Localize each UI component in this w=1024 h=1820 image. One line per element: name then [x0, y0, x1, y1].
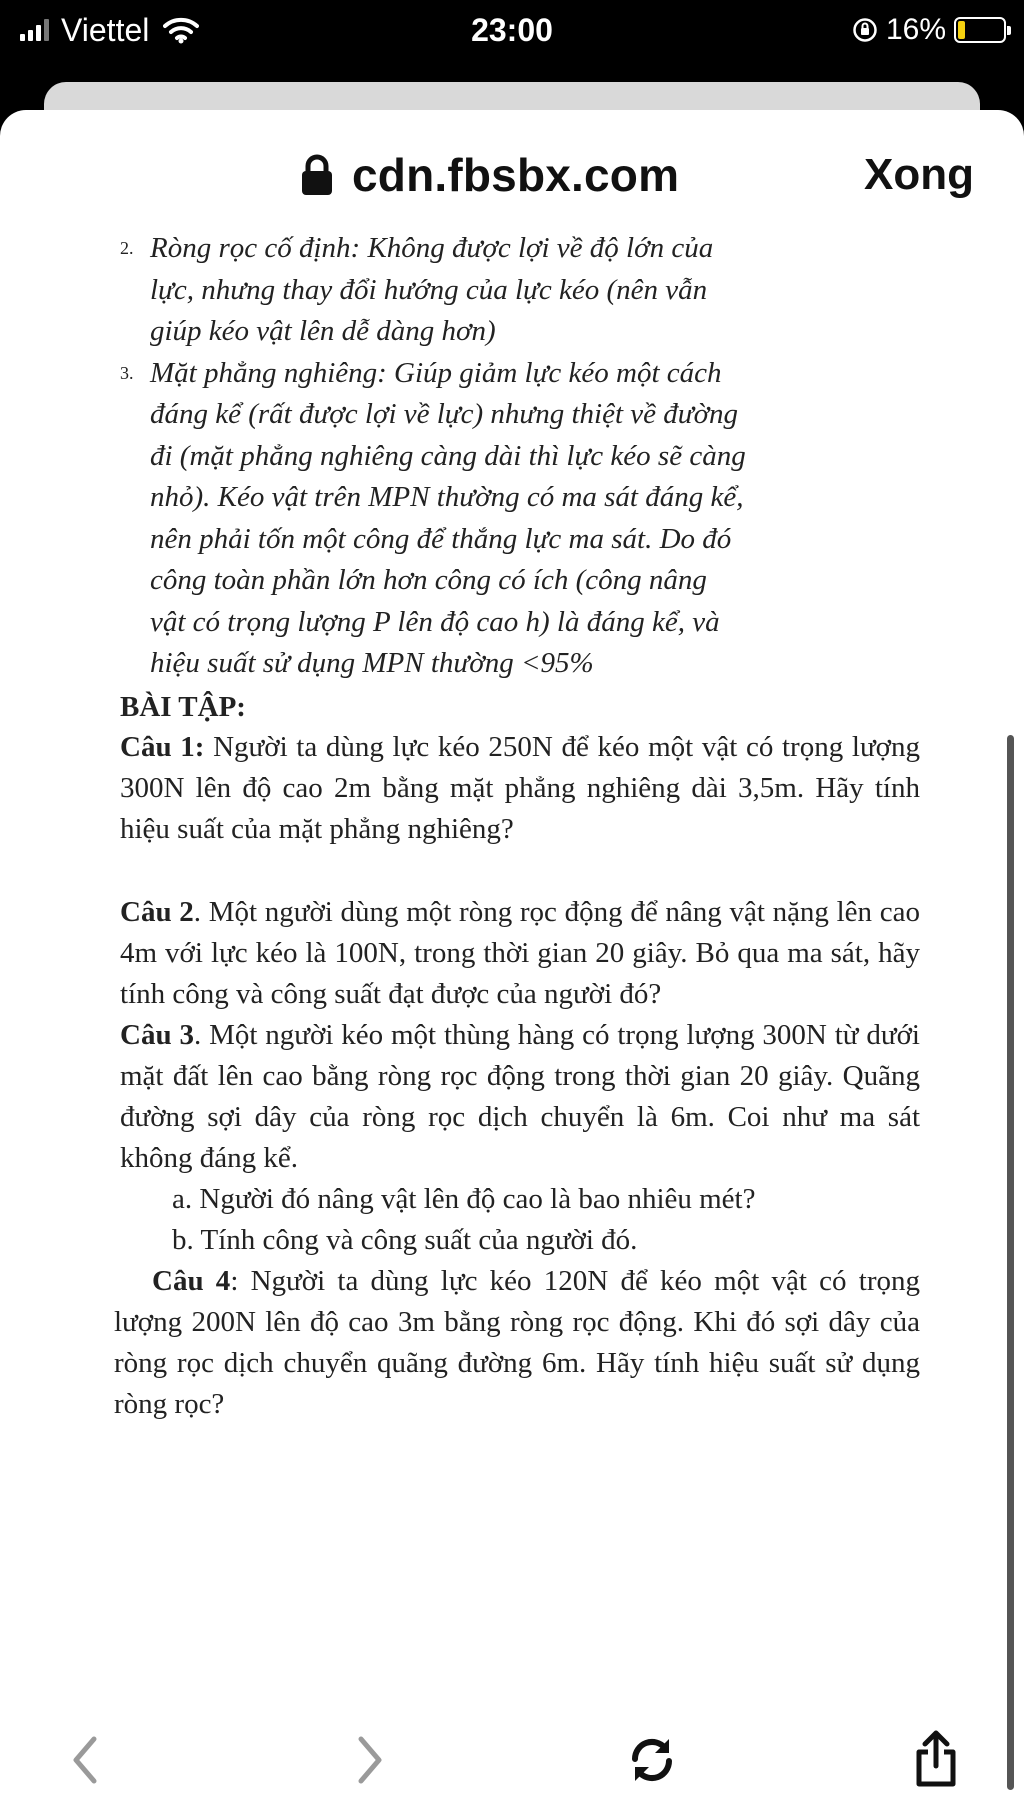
list-line: nhỏ). Kéo vật trên MPN thường có ma sát đáng kể, — [150, 481, 744, 513]
reload-button[interactable] — [620, 1728, 684, 1792]
question-label: Câu 4 — [152, 1264, 231, 1297]
question-label: Câu 3 — [120, 1018, 194, 1051]
question-text: . Một người dùng một ròng rọc động để nâng vật nặng lên cao 4m với lực kéo là 100N, trong thời gian 20 giây. Bỏ qua ma sát, hãy tính công và công suất đạt được của người đó? — [120, 895, 920, 1010]
url-display — [300, 148, 679, 202]
list-line: đáng kể (rất được lợi về lực) nhưng thiệt về đường — [150, 398, 739, 430]
question-3-part-b: b. Tính công và công suất của người đó. — [172, 1223, 638, 1256]
back-icon — [70, 1735, 100, 1785]
question-3 — [120, 1015, 920, 1179]
question-1 — [120, 727, 920, 850]
status-left — [20, 8, 199, 52]
list-line: Ròng rọc cố định: Không được lợi về độ lớn của — [150, 232, 714, 264]
list-number: 3. — [120, 362, 134, 383]
carrier-name: Viettel — [61, 11, 150, 48]
scroll-indicator[interactable] — [1007, 735, 1014, 1790]
forward-icon — [355, 1735, 385, 1785]
list-number: 2. — [120, 238, 134, 258]
forward-button[interactable] — [345, 1730, 395, 1790]
document-content — [114, 228, 920, 1425]
list-line: Mặt phẳng nghiêng: Giúp giảm lực kéo một cách — [150, 356, 722, 389]
list-line: vật có trọng lượng P lên độ cao h) là đáng kể, và — [150, 605, 720, 638]
url-bar — [0, 140, 1024, 212]
status-right — [852, 8, 1006, 52]
battery-percent: 16% — [885, 13, 946, 46]
battery-cap — [1007, 26, 1011, 35]
question-text: : Người ta dùng lực kéo 120N để kéo một vật có trọng lượng 200N lên độ cao 3m bằng ròng rọc động. Khi đó sợi dây của ròng rọc dịch chuyển quãng đường 6m. Hãy tính hiệu suất sử dụng ròng rọc? — [114, 1264, 920, 1420]
question-text: . Một người kéo một thùng hàng có trọng lượng 300N từ dưới mặt đất lên cao bằng ròng rọc động trong thời gian 20 giây. Quãng đường sợi dây của ròng rọc dịch chuyển là 6m. Coi như ma sát không đáng kể. — [120, 1018, 920, 1174]
list-line: giúp kéo vật lên dễ dàng hơn) — [150, 315, 496, 347]
spacer — [120, 850, 920, 892]
share-button[interactable] — [908, 1726, 964, 1792]
list-item-2 — [120, 228, 920, 353]
wifi-icon — [163, 16, 199, 44]
signal-icon — [20, 19, 49, 41]
status-time: 23:00 — [471, 12, 553, 48]
question-label: Câu 1: — [120, 730, 205, 763]
question-4 — [114, 1261, 920, 1425]
exercises-title: BÀI TẬP: — [120, 690, 246, 723]
back-button[interactable] — [60, 1730, 110, 1790]
list-line: hiệu suất sử dụng MPN thường <95% — [150, 647, 594, 679]
question-3-part-a: a. Người đó nâng vật lên độ cao là bao nhiêu mét? — [172, 1182, 756, 1215]
url-text: cdn.fbsbx.com — [352, 149, 680, 201]
lock-icon — [300, 154, 334, 196]
list-line: lực, nhưng thay đổi hướng của lực kéo (nên vẫn — [150, 273, 708, 306]
list-line: công toàn phần lớn hơn công có ích (công nâng — [150, 564, 707, 596]
list-line: nên phải tốn một công để thắng lực ma sát. Do đó — [150, 522, 732, 555]
question-label: Câu 2 — [120, 895, 194, 928]
bottom-toolbar — [0, 1700, 1024, 1790]
browser-sheet — [0, 110, 1024, 1820]
orientation-lock-icon — [852, 17, 878, 43]
reload-icon — [625, 1733, 679, 1787]
list-item-3 — [120, 353, 920, 685]
question-2 — [120, 892, 920, 1015]
question-text: Người ta dùng lực kéo 250N để kéo một vật có trọng lượng 300N lên độ cao 2m bằng mặt phẳng nghiêng dài 3,5m. Hãy tính hiệu suất của mặt phẳng nghiêng? — [120, 730, 920, 845]
battery-fill — [958, 21, 965, 39]
list-line: đi (mặt phẳng nghiêng càng dài thì lực kéo sẽ càng — [150, 439, 746, 472]
battery-icon — [954, 17, 1006, 43]
done-button[interactable]: Xong — [864, 150, 974, 199]
share-icon — [913, 1730, 959, 1788]
status-bar — [0, 0, 1024, 62]
